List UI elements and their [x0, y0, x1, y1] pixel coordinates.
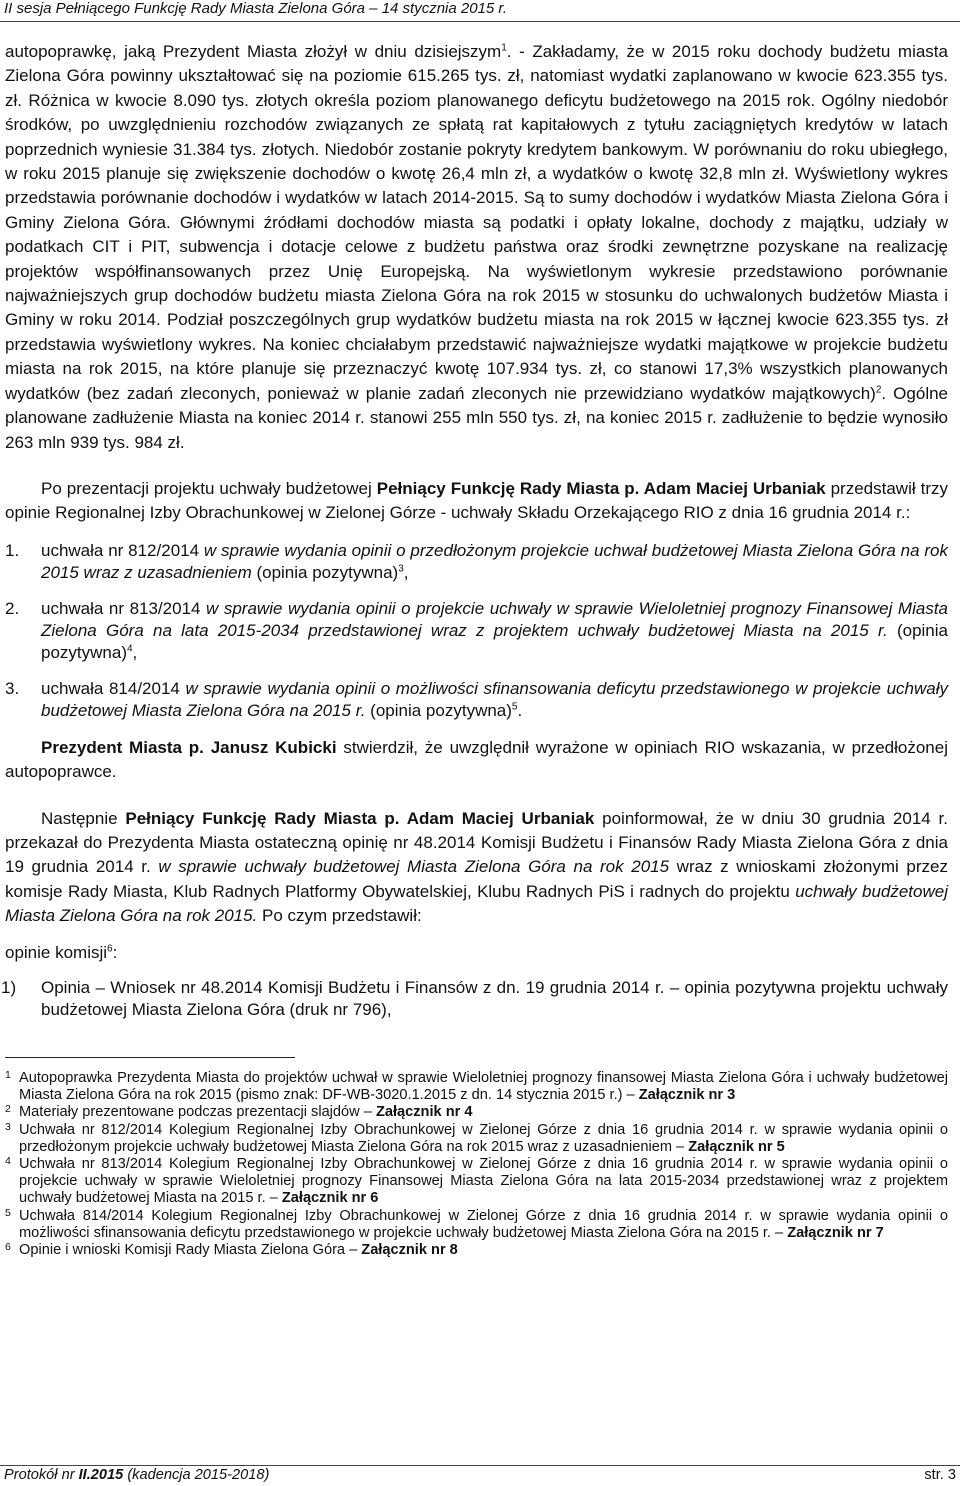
page-header: II sesja Pełniącego Funkcję Rady Miasta Zielona Góra – 14 stycznia 2015 r. [0, 0, 960, 22]
page-number: str. 3 [924, 1467, 956, 1483]
text-run: (opinia pozytywna) [365, 700, 512, 720]
text-run: poinformował, że w dniu 30 grudnia 2014 r. przekazał do Prezydenta Miasta ostateczną opinię nr 48.2014 Komisji Budżetu i Finansów Rady Miasta Zielona Góra z dnia 19 grudnia 2014 r. [5, 808, 949, 877]
text-run: Materiały prezentowane podczas prezentacji slajdów – [19, 1104, 376, 1121]
footnote-ref[interactable]: 4 [126, 643, 133, 655]
italic-run: w sprawie uchwały budżetowej Miasta Zielona Góra na rok 2015 [158, 857, 670, 877]
attachment-ref: Załącznik nr 7 [787, 1224, 884, 1241]
footnote [5, 1104, 948, 1121]
text-run: wraz z wnioskami złożonymi przez komisje Rady Miasta, Klub Radnych Platformy Obywatelskiej, Klubu Radnych PiS i radnych do projektu [5, 857, 949, 901]
paragraph-committee-opinions-label [5, 941, 948, 965]
list-item [5, 540, 948, 584]
text-run: autopoprawkę, jaką Prezydent Miasta złożył w dniu dzisiejszym [5, 42, 502, 61]
footnote [5, 1242, 948, 1259]
list-number: 1) [1, 977, 17, 997]
text-run: Uchwała nr 812/2014 Kolegium Regionalnej Izby Obrachunkowej w Zielonej Górze z dnia 16 grudnia 2014 r. w sprawie wydania opinii o przedłożonym projekcie uchwały budżetowej Miasta Zielona Góra na rok 2015 wraz z uzasadnieniem – [19, 1121, 948, 1155]
resolution-title: w sprawie wydania opinii o możliwości sfinansowania deficytu przedstawionego w projekcie uchwały budżetowej Miasta Zielona Góra na 2015 r. [41, 678, 948, 720]
paragraph-committee-opinion [5, 807, 948, 929]
text-run: (kadencja 2015-2018) [123, 1467, 270, 1483]
speaker-name: Pełniący Funkcję Rady Miasta p. Adam Maciej Urbaniak [125, 808, 595, 828]
footnote-number: 2 [5, 1103, 11, 1116]
protocol-number: II.2015 [78, 1467, 124, 1483]
footnote [5, 1208, 948, 1242]
footnote-ref[interactable]: 2 [875, 384, 882, 396]
resolution-title: w sprawie wydania opinii o projekcie uchwały w sprawie Wieloletniej prognozy Finansowej Miasta Zielona Góra na lata 2015-2034 przedstawionej wraz z projektem uchwały budżetowej Miasta na 2015 r. [41, 598, 948, 640]
text-run: stwierdził, że uwzględnił wyrażone w opiniach RIO wskazania, w przedłożonej autopoprawce. [5, 737, 948, 782]
attachment-ref: Załącznik nr 8 [361, 1242, 458, 1258]
document-body [1, 40, 949, 1259]
footnote [5, 1122, 948, 1156]
list-number: 2. [5, 598, 20, 618]
footnote [5, 1070, 948, 1104]
text-run: , [403, 562, 409, 582]
text-run: : [112, 942, 118, 962]
text-run: (opinia pozytywna) [41, 620, 948, 662]
footnote-ref[interactable]: 1 [501, 42, 507, 54]
text-run: Uchwała nr 813/2014 Kolegium Regionalnej Izby Obrachunkowej w Zielonej Górze z dnia 16 grudnia 2014 r. w sprawie wydania opinii o projekcie uchwały w sprawie Wieloletniej prognozy Finansowej Miasta Zielona Góra na lata 2015-2034 przedstawionej wraz z projektem uchwały budżetowej Miasta na 2015 r. – [19, 1155, 948, 1207]
text-run: Po czym przedstawił: [257, 906, 422, 926]
paragraph-president-statement [5, 736, 948, 785]
list-number: 1. [5, 540, 20, 560]
footnote-number: 1 [5, 1068, 11, 1081]
footnote [5, 1156, 948, 1208]
list-number: 3. [5, 678, 20, 698]
text-run: uchwała 814/2014 [41, 678, 186, 698]
protocol-label [4, 1467, 269, 1483]
text-run: Uchwała 814/2014 Kolegium Regionalnej Izby Obrachunkowej w Zielonej Górze z dnia 16 grudnia 2014 r. w sprawie wydania opinii o możliwości sfinansowania deficytu przedstawionego w projekcie uchwały budżetowej Miasta Zielona Góra na 2015 r. – [19, 1207, 948, 1241]
footnote-number: 3 [5, 1120, 11, 1133]
footnote-ref[interactable]: 5 [511, 701, 518, 713]
attachment-ref: Załącznik nr 3 [638, 1087, 736, 1104]
speaker-name: Prezydent Miasta p. Janusz Kubicki [41, 737, 337, 757]
text-run: Autopoprawka Prezydenta Miasta do projektów uchwał w sprawie Wieloletniej prognozy finansowej Miasta Zielona Góra i uchwały budżetowej Miasta Zielona Góra na rok 2015 (pismo znak: DF-WB-3020.1.2015 z dn. 14 stycznia 2015 r.) – [19, 1069, 948, 1104]
text-run: Następnie [41, 808, 126, 828]
text-run: , [132, 642, 138, 662]
rio-resolutions-list [5, 540, 948, 722]
list-item [5, 598, 948, 664]
footnote-number: 4 [5, 1154, 11, 1167]
text-run: opinie komisji [5, 942, 108, 962]
text-run: . Ogólne planowane zadłużenie Miasta na koniec 2014 r. stanowi 255 mln 550 tys. zł, na koniec 2015 r. zadłużenie to będzie wynosiło 263 mln 939 tys. 984 zł. [5, 383, 949, 452]
footnote-ref[interactable]: 3 [398, 563, 404, 575]
text-run: Opinia – Wniosek nr 48.2014 Komisji Budżetu i Finansów z dn. 19 grudnia 2014 r. – opinia pozytywna projektu uchwały budżetowej Miasta Zielona Góra (druk nr 796), [41, 977, 948, 1019]
text-run: (opinia pozytywna) [251, 562, 399, 582]
text-run: Opinie i wnioski Komisji Rady Miasta Zielona Góra – [19, 1242, 362, 1258]
text-run: . [517, 700, 523, 720]
opinion-item [1, 977, 948, 1021]
resolution-title: w sprawie wydania opinii o przedłożonym projekcie uchwał budżetowej Miasta Zielona Góra na rok 2015 wraz z uzasadnieniem [41, 540, 948, 582]
text-run: uchwała nr 812/2014 [41, 540, 204, 560]
paragraph-budget-summary [5, 40, 948, 455]
list-item [5, 678, 948, 722]
attachment-ref: Załącznik nr 5 [688, 1138, 785, 1155]
text-run: uchwała nr 813/2014 [41, 598, 207, 618]
text-run: Protokół nr [4, 1467, 79, 1483]
footnote-number: 5 [5, 1206, 11, 1219]
footnote-number: 6 [5, 1241, 11, 1253]
text-run: Po prezentacji projektu uchwały budżetowej [41, 478, 377, 498]
text-run: przedstawił trzy opinie Regionalnej Izby Obrachunkowej w Zielonej Górze - uchwały Składu Orzekającego RIO z dnia 16 grudnia 2014 r.: [5, 478, 948, 523]
attachment-ref: Załącznik nr 6 [281, 1190, 379, 1207]
italic-run: uchwały budżetowej Miasta Zielona Góra na rok 2015. [5, 881, 948, 926]
footnote-ref[interactable]: 6 [107, 942, 113, 954]
page-footer [0, 1465, 960, 1485]
paragraph-rio-opinions-intro [5, 477, 948, 526]
speaker-name: Pełniący Funkcję Rady Miasta p. Adam Maciej Urbaniak [376, 478, 826, 498]
attachment-ref: Załącznik nr 4 [375, 1104, 473, 1121]
text-run: . - Zakładamy, że w 2015 roku dochody budżetu miasta Zielona Góra powinny ukształtować się na poziomie 615.265 tys. zł, natomiast wydatki zaplanowano w kwocie 623.355 tys. zł. Różnica w kwocie 8.090 tys. złotych określa poziom planowanego deficytu budżetowego na 2015 rok. Ogólny niedobór środków, po uwzględnieniu rozchodów związanych ze spłatą rat kapitałowych z tytułu zaciągniętych kredytów w latach poprzednich wyniesie 31.384 tys. złotych. Niedobór zostanie pokryty kredytem bankowym. W porównaniu do roku ubiegłego, w roku 2015 planuje się zwiększenie dochodów o kwotę 26,4 mln zł, a wydatków o kwotę 32,8 mln zł. Wyświetlony wykres przedstawia porównanie dochodów i wydatków w latach 2014-2015. Są to sumy dochodów i wydatków Miasta Zielona Góra i Gminy Zielona Góra. Głównymi źródłami dochodów miasta są podatki i opłaty lokalne, dochody z majątku, udziały w podatkach CIT i PIT, subwencja i dotacje celowe z budżetu państwa oraz środki zewnętrzne pozyskane na realizację projektów współfinansowanych przez Unię Europejską. Na wyświetlonym wykresie przedstawiono porównanie najważniejszych grup dochodów budżetu miasta Zielona Góra na rok 2015 w stosunku do uchwalonych budżetów Miasta i Gminy w roku 2014. Podział poszczególnych grup wydatków budżetu miasta na rok 2015 w łącznej kwocie 623.355 tys. zł przedstawia wyświetlony wykres. Na koniec chciałabym przedstawić najważniejsze wydatki majątkowe w projekcie budżetu miasta na rok 2015, na które planuje się przeznaczyć kwotę 107.934 tys. zł, co stanowi 17,3% wszystkich planowanych wydatków (bez zadań zleconych, ponieważ w planie zadań zleconych nie przewidziano wydatków majątkowych) [5, 42, 948, 403]
